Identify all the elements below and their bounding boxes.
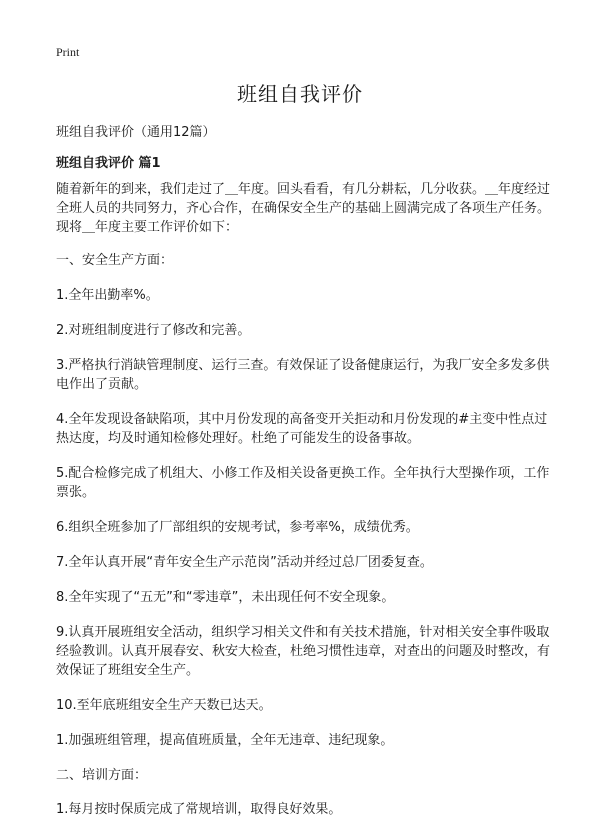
safety-item: 2.对班组制度进行了修改和完善。 <box>56 323 251 338</box>
safety-item: 3.严格执行消缺管理制度、运行三查。有效保证了设备健康运行，为我厂安全多发多供电作出了贡献。 <box>56 358 550 392</box>
list-item: 1.加强班组管理，提高值班质量，全年无违章、违纪现象。 <box>56 733 394 748</box>
document-title: 班组自我评价 <box>237 82 363 106</box>
safety-item: 4.全年发现设备缺陷项，其中月份发现的高备变开关拒动和月份发现的#主变中性点过热达度，均及时通知检修处理好。杜绝了可能发生的设备事故。 <box>56 412 548 446</box>
heading-safety: 一、安全生产方面： <box>56 253 174 268</box>
safety-item: 7.全年认真开展“青年安全生产示范岗”活动并经过总厂团委复查。 <box>56 555 433 570</box>
intro-paragraph: 随着新年的到来，我们走过了＿年度。回头看看，有几分耕耘，几分收获。＿年度经过全班人员的共同努力，齐心合作，在确保安全生产的基础上圆满完成了各项生产任务。现将＿年度主要工作评价如下： <box>56 182 551 235</box>
safety-item: 10.至年底班组安全生产天数已达天。 <box>56 698 272 713</box>
document-subtitle: 班组自我评价（通用12篇） <box>56 125 216 140</box>
print-link[interactable]: Print <box>56 45 80 59</box>
training-item: 1.每月按时保质完成了常规培训，取得良好效果。 <box>56 802 342 817</box>
safety-item: 1.全年出勤率%。 <box>56 288 159 303</box>
safety-item: 8.全年实现了“五无”和“零违章”，未出现任何不安全现象。 <box>56 590 395 605</box>
safety-item: 5.配合检修完成了机组大、小修工作及相关设备更换工作。全年执行大型操作项，工作票张。 <box>56 466 550 500</box>
safety-item: 6.组织全班参加了厂部组织的安规考试，参考率%，成绩优秀。 <box>56 520 419 535</box>
section-title: 班组自我评价 篇1 <box>56 156 161 171</box>
safety-item: 9.认真开展班组安全活动，组织学习相关文件和有关技术措施，针对相关安全事件吸取经验教训。认真开展春安、秋安大检查，杜绝习惯性违章，对查出的问题及时整改，有效保证了班组安全生产。 <box>56 625 551 678</box>
heading-training: 二、培训方面： <box>56 768 148 783</box>
document-body <box>56 180 556 835</box>
